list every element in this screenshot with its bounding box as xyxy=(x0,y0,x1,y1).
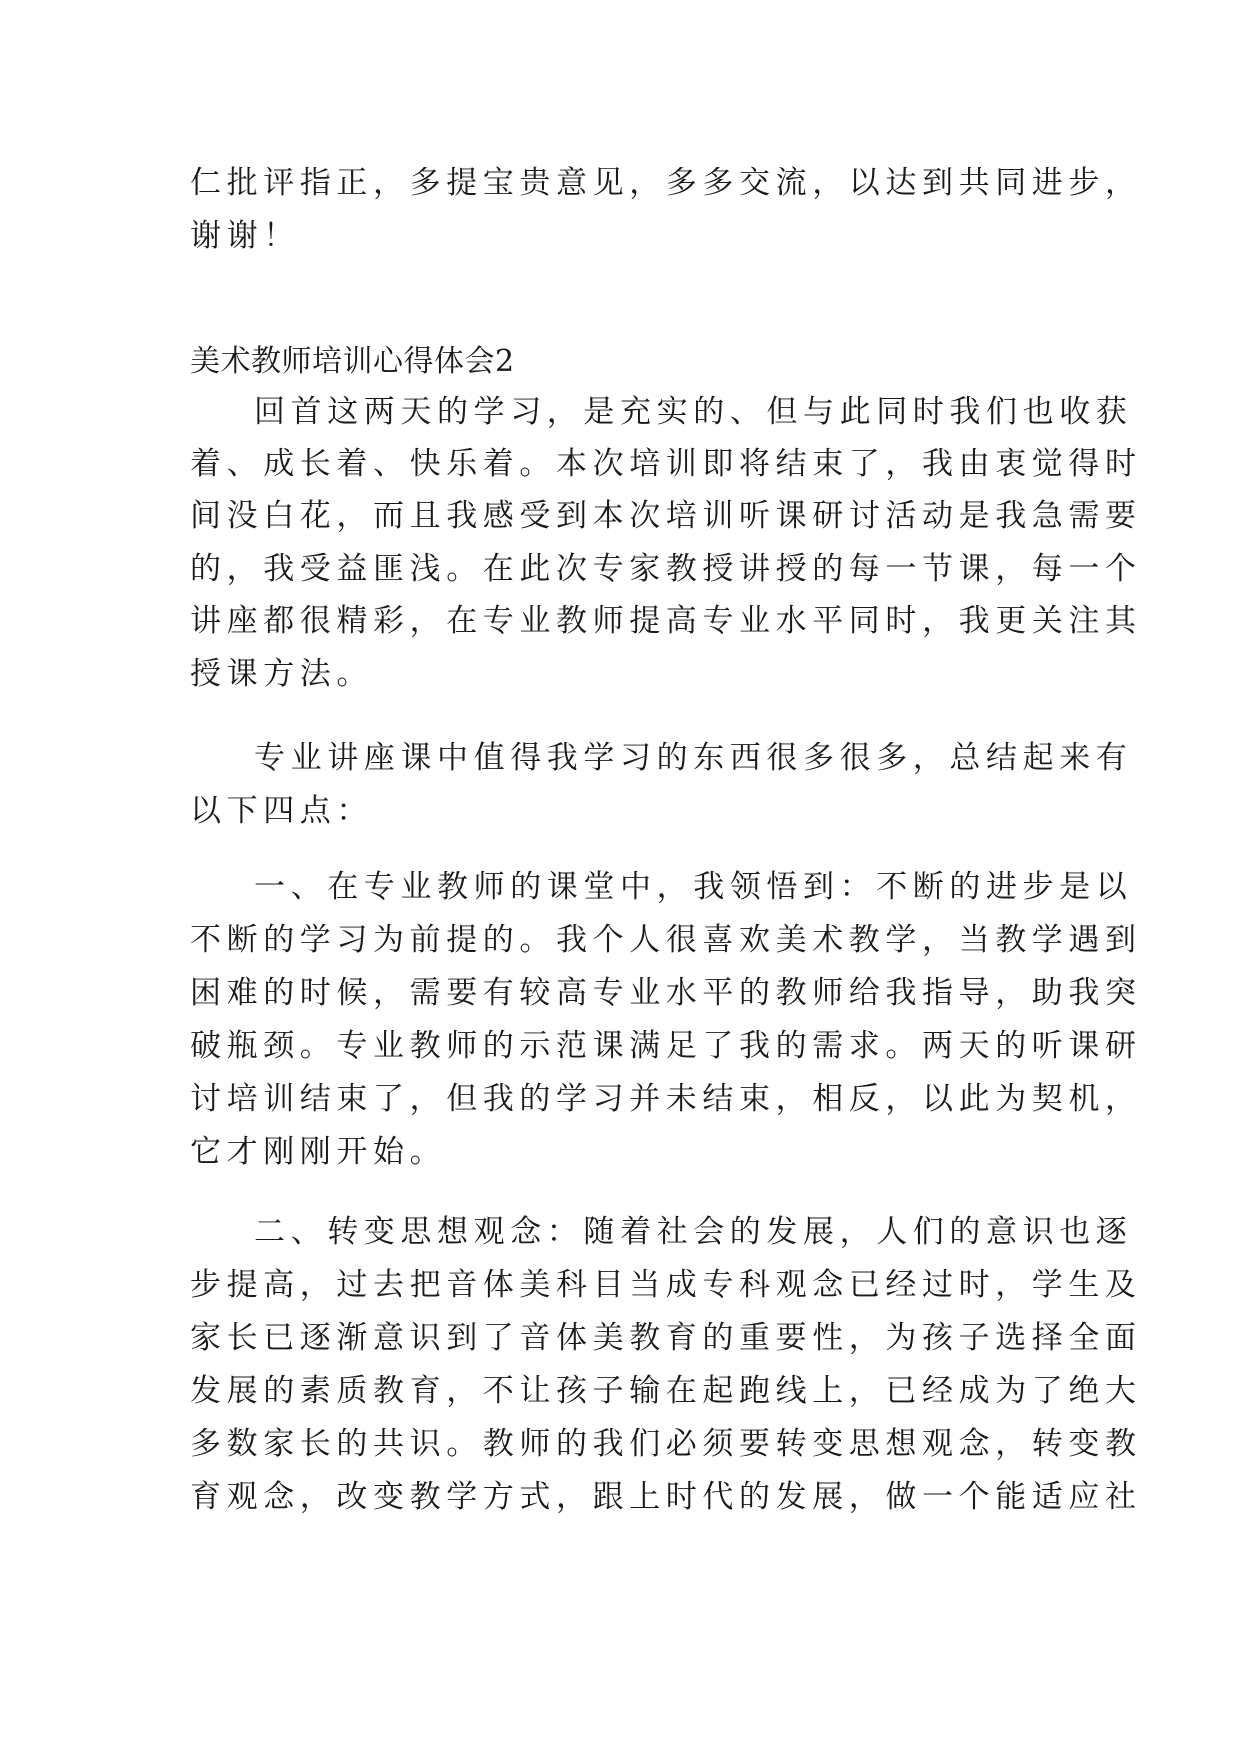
paragraph-line: 发展的素质教育，不让孩子输在起跑线上，已经成为了绝大 xyxy=(190,1373,1142,1409)
paragraph-line: 家长已逐渐意识到了音体美教育的重要性，为孩子选择全面 xyxy=(190,1320,1142,1356)
paragraph-line: 育观念，改变教学方式，跟上时代的发展，做一个能适应社 xyxy=(190,1479,1142,1515)
paragraph-line: 授课方法。 xyxy=(190,656,373,692)
intro-line: 谢谢！ xyxy=(190,218,300,254)
intro-line: 仁批评指正，多提宝贵意见，多多交流，以达到共同进步， xyxy=(190,165,1142,201)
paragraph-line: 的，我受益匪浅。在此次专家教授讲授的每一节课，每一个 xyxy=(190,551,1142,587)
paragraph-line: 讨培训结束了，但我的学习并未结束，相反，以此为契机， xyxy=(190,1081,1142,1117)
paragraph-line: 讲座都很精彩，在专业教师提高专业水平同时，我更关注其 xyxy=(190,603,1142,639)
paragraph-line: 它才刚刚开始。 xyxy=(190,1134,447,1170)
paragraph-line: 破瓶颈。专业教师的示范课满足了我的需求。两天的听课研 xyxy=(190,1028,1142,1064)
paragraph-line: 不断的学习为前提的。我个人很喜欢美术教学，当教学遇到 xyxy=(190,922,1142,958)
paragraph-line: 间没白花，而且我感受到本次培训听课研讨活动是我急需要 xyxy=(190,498,1142,534)
paragraph-line: 以下四点： xyxy=(190,793,373,829)
paragraph-line: 专业讲座课中值得我学习的东西很多很多，总结起来有 xyxy=(254,740,1133,776)
paragraph-line: 多数家长的共识。教师的我们必须要转变思想观念，转变教 xyxy=(190,1426,1142,1462)
paragraph-line: 回首这两天的学习，是充实的、但与此同时我们也收获 xyxy=(254,394,1133,430)
paragraph-line: 步提高，过去把音体美科目当成专科观念已经过时，学生及 xyxy=(190,1267,1142,1303)
section-heading: 美术教师培训心得体会2 xyxy=(190,344,515,379)
paragraph-line: 二、转变思想观念：随着社会的发展，人们的意识也逐 xyxy=(254,1214,1133,1250)
paragraph-line: 一、在专业教师的课堂中，我领悟到：不断的进步是以 xyxy=(254,869,1133,905)
paragraph-line: 着、成长着、快乐着。本次培训即将结束了，我由衷觉得时 xyxy=(190,446,1142,482)
paragraph-line: 困难的时候，需要有较高专业水平的教师给我指导，助我突 xyxy=(190,975,1142,1011)
